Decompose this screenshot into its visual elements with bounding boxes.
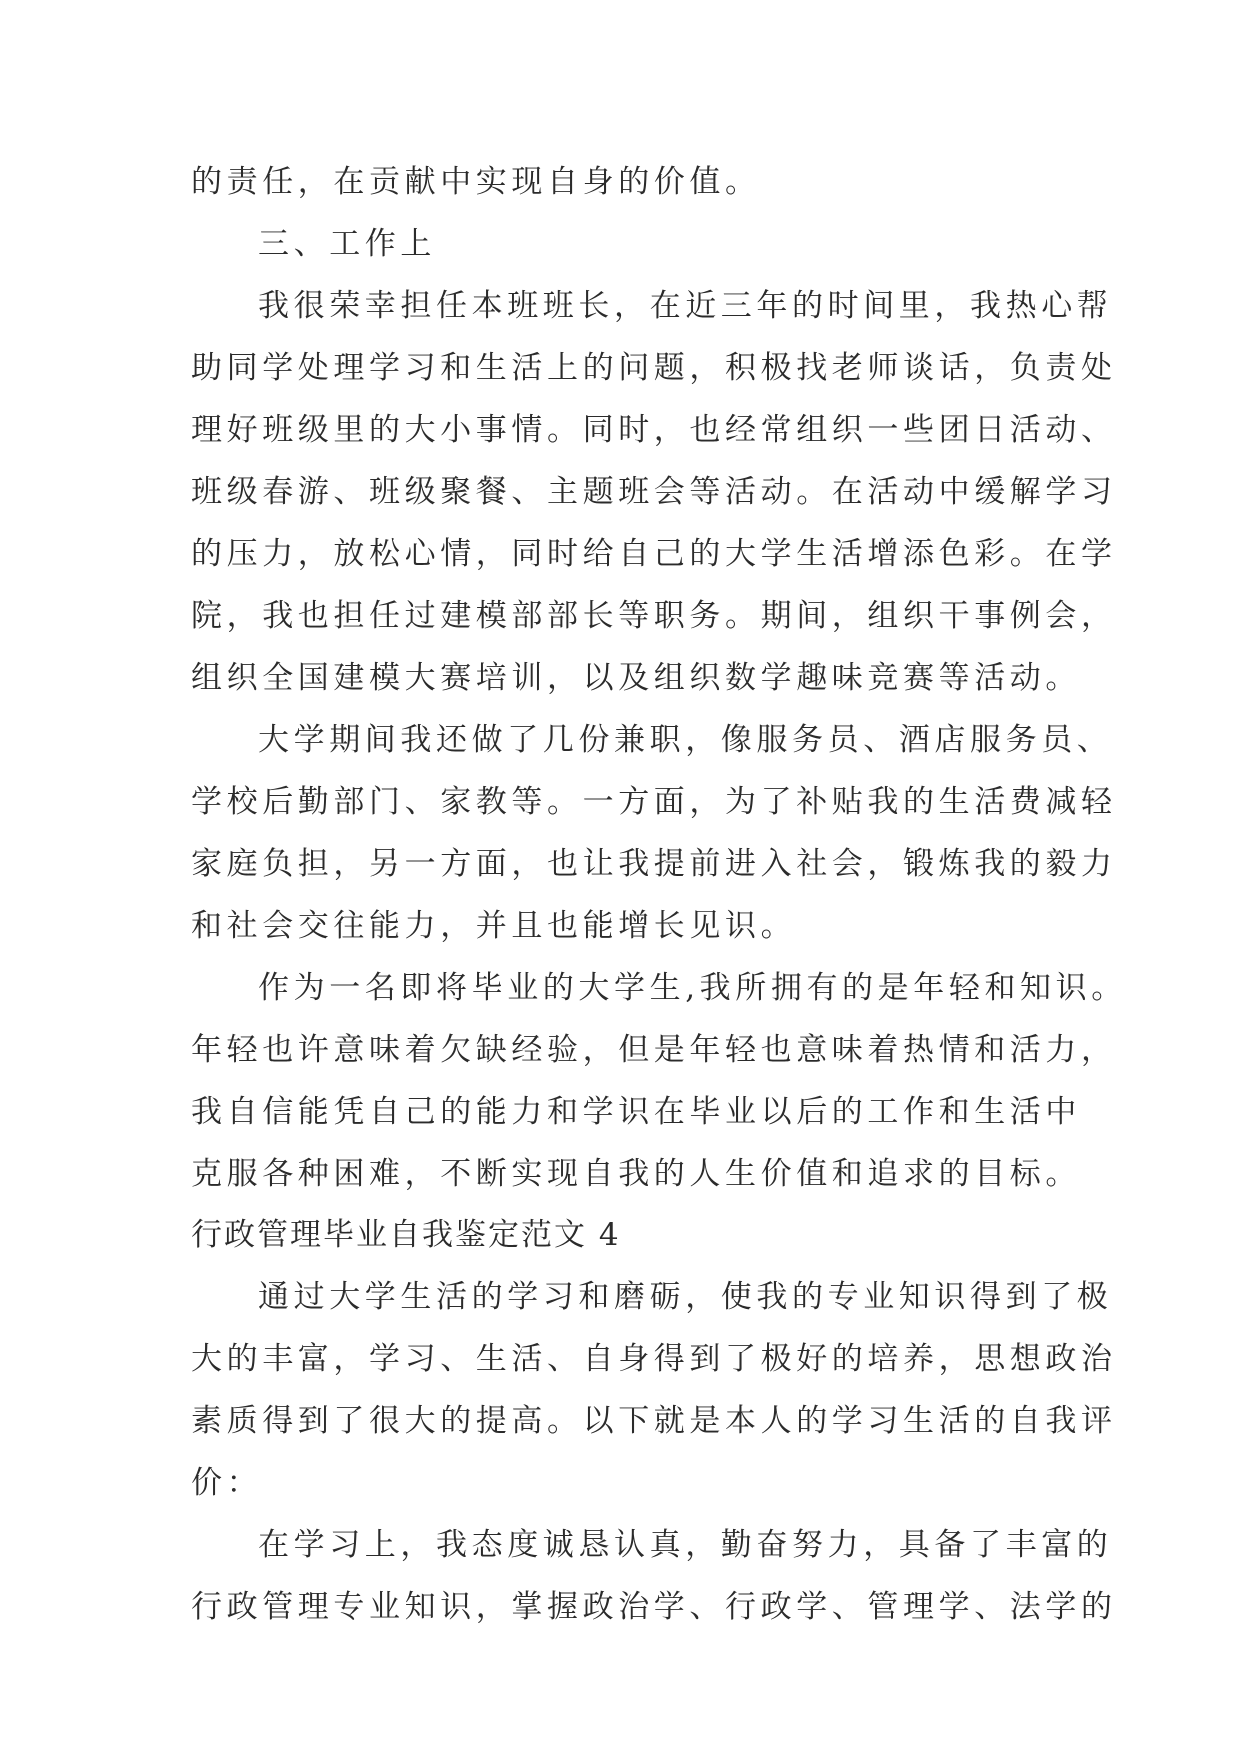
paragraph-line: 我自信能凭自己的能力和学识在毕业以后的工作和生活中: [191, 1094, 1081, 1130]
paragraph-line: 助同学处理学习和生活上的问题，积极找老师谈话，负责处: [191, 350, 1117, 386]
paragraph-line: 大学期间我还做了几份兼职，像服务员、酒店服务员、: [258, 722, 1113, 758]
paragraph-line: 大的丰富，学习、生活、自身得到了极好的培养，思想政治: [191, 1341, 1117, 1377]
paragraph-line: 价：: [191, 1465, 263, 1501]
paragraph-line: 院，我也担任过建模部部长等职务。期间，组织干事例会，: [191, 598, 1117, 634]
paragraph-line: 班级春游、班级聚餐、主题班会等活动。在活动中缓解学习: [191, 474, 1117, 510]
paragraph-line: 在学习上，我态度诚恳认真，勤奋努力，具备了丰富的: [258, 1527, 1113, 1563]
paragraph-line: 理好班级里的大小事情。同时，也经常组织一些团日活动、: [191, 412, 1117, 448]
text-line: 的责任，在贡献中实现自身的价值。: [191, 164, 761, 200]
paragraph-line: 克服各种困难，不断实现自我的人生价值和追求的目标。: [191, 1156, 1081, 1192]
document-title: 行政管理毕业自我鉴定范文 4: [191, 1217, 621, 1253]
paragraph-line: 学校后勤部门、家教等。一方面，为了补贴我的生活费减轻: [191, 784, 1117, 820]
paragraph-line: 行政管理专业知识，掌握政治学、行政学、管理学、法学的: [191, 1589, 1117, 1625]
paragraph-line: 的压力，放松心情，同时给自己的大学生活增添色彩。在学: [191, 536, 1117, 572]
paragraph-line: 和社会交往能力，并且也能增长见识。: [191, 908, 797, 944]
paragraph-line: 作为一名即将毕业的大学生,我所拥有的是年轻和知识。: [258, 970, 1127, 1006]
paragraph-line: 家庭负担，另一方面，也让我提前进入社会，锻炼我的毅力: [191, 846, 1117, 882]
paragraph-line: 我很荣幸担任本班班长，在近三年的时间里，我热心帮: [258, 288, 1113, 324]
paragraph-line: 组织全国建模大赛培训，以及组织数学趣味竞赛等活动。: [191, 660, 1081, 696]
paragraph-line: 年轻也许意味着欠缺经验，但是年轻也意味着热情和活力，: [191, 1032, 1117, 1068]
section-heading: 三、工作上: [258, 226, 436, 262]
paragraph-line: 素质得到了很大的提高。以下就是本人的学习生活的自我评: [191, 1403, 1117, 1439]
paragraph-line: 通过大学生活的学习和磨砺，使我的专业知识得到了极: [258, 1279, 1113, 1315]
